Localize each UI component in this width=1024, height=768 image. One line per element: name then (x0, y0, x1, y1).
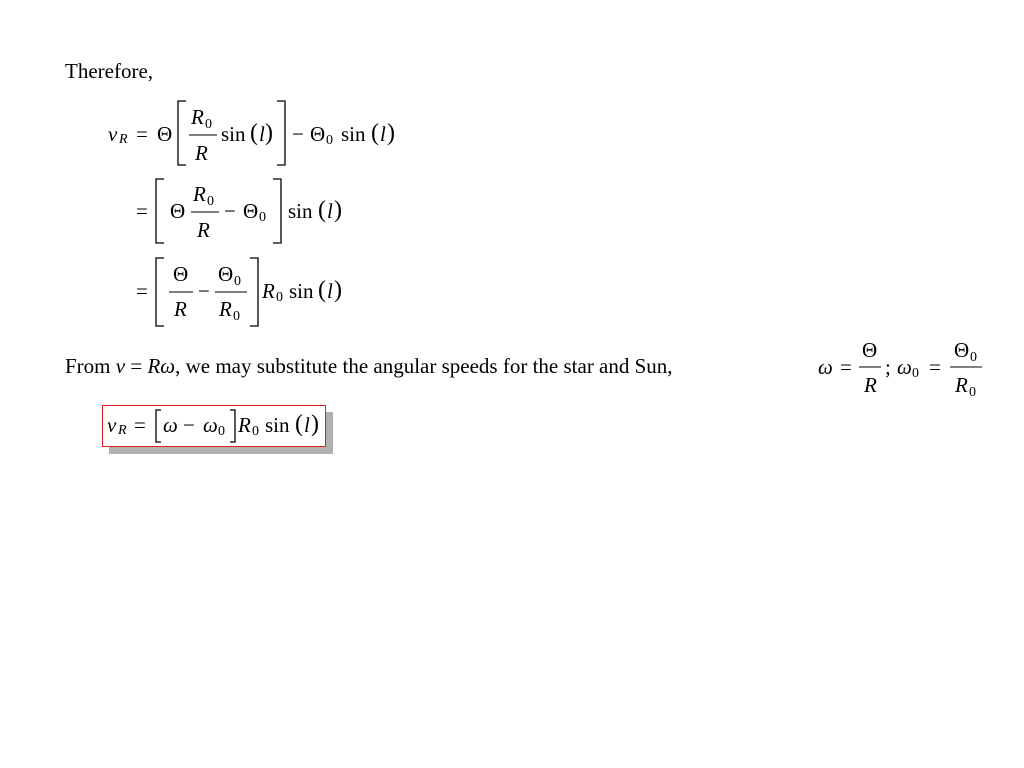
eq2-frac-bar (191, 211, 221, 213)
eq1-v-sub: R (119, 132, 128, 147)
eq3-l: l (327, 279, 333, 303)
eq3-R0-sub: 0 (276, 290, 283, 305)
eq3-sin: sin (289, 279, 314, 303)
eq3-frac2-den-R: R (219, 297, 232, 321)
result-minus: − (183, 413, 195, 437)
def-semicolon: ; (885, 355, 891, 379)
result-omega: ω (163, 413, 178, 437)
result-rparen: ) (311, 411, 319, 437)
substitution-sentence (65, 356, 673, 377)
eq2-theta0-sub: 0 (259, 210, 266, 225)
eq2-frac-num-R: R (193, 182, 206, 206)
eq3-right-bracket (249, 257, 261, 327)
def-frac2-bar (950, 366, 984, 368)
eq2-l: l (327, 199, 333, 223)
eq3-frac2-num-sub: 0 (234, 274, 241, 289)
eq1-frac-num-R: R (191, 105, 204, 129)
sentence-from: From (65, 354, 116, 378)
eq1-lparen-1: ( (250, 120, 258, 146)
def-omega: ω (818, 355, 833, 379)
eq1-minus: − (292, 122, 304, 146)
eq1-theta: Θ (157, 122, 173, 146)
def-omega0: ω (897, 355, 912, 379)
eq3-frac1-num-theta: Θ (173, 262, 189, 286)
eq2-frac-den-R: R (197, 218, 210, 242)
def-equals-1: = (840, 355, 852, 379)
result-left-bracket (154, 409, 162, 443)
eq2-theta: Θ (170, 199, 186, 223)
eq2-equals: = (136, 199, 148, 223)
eq1-sin-1: sin (221, 122, 246, 146)
result-right-bracket (229, 409, 237, 443)
eq1-frac-den-R: R (195, 141, 208, 165)
sentence-rest: , we may substitute the angular speeds for the star and Sun, (175, 354, 673, 378)
eq2-left-bracket (154, 178, 166, 244)
eq1-lparen-2: ( (371, 120, 379, 146)
def-frac2-num-theta: Θ (954, 338, 970, 362)
eq1-l-1: l (259, 122, 265, 146)
def-frac2-num-sub: 0 (970, 350, 977, 365)
eq3-R0: R (262, 279, 275, 303)
sentence-R: R (147, 354, 161, 378)
result-v: v (107, 413, 117, 437)
def-frac1-bar (859, 366, 883, 368)
result-sin: sin (265, 413, 290, 437)
eq3-lparen: ( (318, 277, 326, 303)
eq2-frac-num-sub: 0 (207, 194, 214, 209)
result-equals: = (134, 413, 146, 437)
eq1-theta0: Θ (310, 122, 326, 146)
eq1-l-2: l (380, 122, 386, 146)
eq3-frac1-den-R: R (174, 297, 187, 321)
eq3-rparen: ) (334, 277, 342, 303)
result-lparen: ( (295, 411, 303, 437)
eq1-rparen-2: ) (387, 120, 395, 146)
eq3-left-bracket (154, 257, 166, 327)
therefore-text: Therefore, (65, 59, 154, 83)
eq1-right-bracket (276, 100, 288, 166)
eq3-minus: − (198, 279, 210, 303)
eq2-theta0: Θ (243, 199, 259, 223)
eq1-equals: = (136, 122, 148, 146)
eq3-frac2-num-theta: Θ (218, 262, 234, 286)
eq3-frac2-bar (215, 291, 249, 293)
result-l: l (304, 413, 310, 437)
eq3-equals: = (136, 279, 148, 303)
eq2-lparen: ( (318, 197, 326, 223)
eq2-sin: sin (288, 199, 313, 223)
eq1-left-bracket (176, 100, 188, 166)
result-v-sub: R (118, 423, 127, 438)
eq3-frac1-bar (169, 291, 195, 293)
sentence-omega: ω (160, 354, 176, 378)
def-omega0-sub: 0 (912, 366, 919, 381)
def-equals-2: = (929, 355, 941, 379)
eq1-frac-num-sub: 0 (205, 117, 212, 132)
result-R0-sub: 0 (252, 424, 259, 439)
def-frac1-num-theta: Θ (862, 338, 878, 362)
eq2-rparen: ) (334, 197, 342, 223)
def-frac2-den-sub: 0 (969, 385, 976, 400)
eq1-v: v (108, 122, 118, 146)
result-omega0-sub: 0 (218, 424, 225, 439)
eq1-rparen-1: ) (265, 120, 273, 146)
eq1-frac-bar (189, 134, 219, 136)
eq1-sin-2: sin (341, 122, 366, 146)
eq3-frac2-den-sub: 0 (233, 309, 240, 324)
sentence-equals: = (125, 354, 148, 378)
result-R0: R (238, 413, 251, 437)
eq2-right-bracket (272, 178, 284, 244)
sentence-v: v (115, 354, 126, 378)
eq2-minus: − (224, 199, 236, 223)
def-frac2-den-R: R (955, 373, 968, 397)
eq1-theta0-sub: 0 (326, 133, 333, 148)
def-frac1-den-R: R (864, 373, 877, 397)
result-omega0: ω (203, 413, 218, 437)
